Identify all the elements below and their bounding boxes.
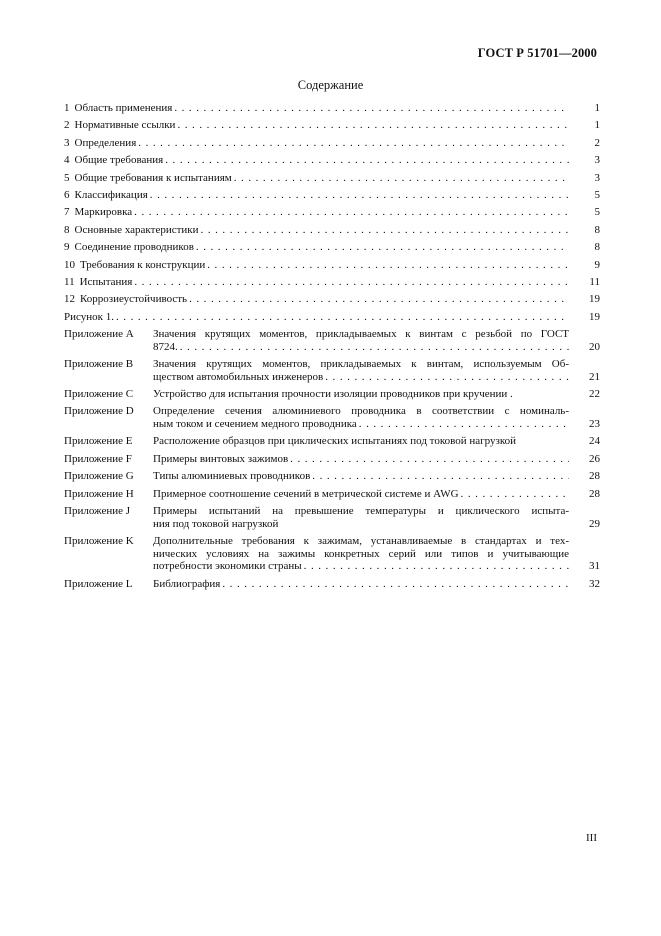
- dot-leader: [312, 470, 569, 483]
- appendix-title-line: нических условиях на зажимы конкретных серий или типов и учитывающие: [153, 547, 569, 560]
- appendix-page: 28: [589, 487, 600, 500]
- toc-entry-number: 6: [64, 188, 70, 201]
- appendix-label: Приложение L: [64, 577, 133, 590]
- dot-leader: [138, 137, 569, 150]
- toc-entry[interactable]: [64, 311, 600, 324]
- appendix-page: 22: [589, 388, 600, 401]
- dot-leader: [359, 418, 569, 431]
- appendix-title-line: потребности экономики страны: [153, 560, 302, 573]
- dot-leader: [116, 311, 569, 324]
- toc-entry-title: Соединение проводников: [74, 241, 194, 254]
- toc-entry[interactable]: [64, 293, 600, 306]
- toc-entry-number: 9: [64, 241, 70, 254]
- toc-appendix-entry[interactable]: [64, 453, 600, 466]
- toc-appendix-entry[interactable]: [64, 578, 600, 591]
- toc-entry[interactable]: [64, 206, 600, 219]
- dot-leader: [174, 102, 569, 115]
- toc-appendix-entry[interactable]: [64, 358, 600, 383]
- toc-entry-page: 19: [589, 293, 600, 306]
- toc-entry[interactable]: [64, 259, 600, 272]
- appendix-label: Приложение E: [64, 435, 133, 448]
- toc-entry-number: 10: [64, 258, 75, 271]
- toc-entry-number: 3: [64, 136, 70, 149]
- toc-entry-page: 8: [594, 223, 600, 236]
- toc-entry[interactable]: [64, 172, 600, 185]
- toc-entry-number: 2: [64, 119, 70, 132]
- toc-appendix-entry[interactable]: [64, 405, 600, 430]
- toc-entry-number: 1: [64, 102, 70, 114]
- toc-entry-title: Испытания: [79, 275, 133, 288]
- toc-entry-page: 19: [589, 310, 600, 323]
- dot-leader: [201, 224, 569, 237]
- toc-entry-title: Общие требования: [74, 154, 164, 167]
- appendix-label: Приложение G: [64, 470, 134, 483]
- toc-entry-title: Рисунок 1.: [64, 310, 114, 323]
- appendix-title-line: 8724.: [153, 340, 178, 353]
- appendix-page: 21: [589, 370, 600, 383]
- appendix-label: Приложение D: [64, 405, 134, 418]
- table-of-contents: [64, 102, 600, 595]
- toc-appendix-entry[interactable]: [64, 488, 600, 501]
- toc-entry-title: Область применения: [74, 102, 173, 114]
- appendix-label: Приложение K: [64, 534, 134, 547]
- appendix-label: Приложение J: [64, 504, 131, 517]
- toc-entry-title: Маркировка: [74, 206, 133, 219]
- appendix-title-line: Значения крутящих моментов, прикладываемых к винтам с резьбой по ГОСТ: [153, 328, 569, 341]
- toc-entry-title: Определения: [74, 136, 137, 149]
- toc-entry[interactable]: [64, 102, 600, 115]
- appendix-label: Приложение B: [64, 358, 134, 371]
- toc-entry-page: 3: [594, 154, 600, 167]
- appendix-title-line: ния под токовой нагрузкой: [153, 517, 279, 530]
- dot-leader: [180, 341, 569, 354]
- dot-leader: [461, 488, 569, 501]
- toc-entry-number: 8: [64, 223, 70, 236]
- appendix-page: 20: [589, 340, 600, 353]
- appendix-title-line: Библиография: [153, 577, 221, 590]
- toc-entry[interactable]: [64, 189, 600, 202]
- toc-entry-number: 12: [64, 293, 75, 306]
- toc-entry[interactable]: [64, 224, 600, 237]
- toc-entry-number: 5: [64, 171, 70, 184]
- appendix-label: Приложение A: [64, 328, 134, 341]
- appendix-title-line: Типы алюминиевых проводников: [153, 470, 311, 483]
- appendix-page: 28: [589, 470, 600, 483]
- dot-leader: [150, 189, 569, 202]
- appendix-title-line: Примеры винтовых зажимов: [153, 452, 289, 465]
- toc-entry-title: Классификация: [74, 188, 148, 201]
- appendix-title-line: Определение сечения алюминиевого проводника в соответствии с номиналь-: [153, 405, 569, 418]
- toc-entry-page: 2: [594, 136, 600, 149]
- appendix-label: Приложение C: [64, 388, 134, 401]
- toc-entry-number: 7: [64, 206, 70, 219]
- toc-entry-page: 5: [594, 206, 600, 219]
- toc-title: Содержание: [297, 78, 364, 92]
- appendix-label: Приложение F: [64, 452, 132, 465]
- toc-entry[interactable]: [64, 137, 600, 150]
- appendix-title-line: Значения крутящих моментов, прикладываемых к винтам, используемым Об-: [153, 358, 569, 371]
- dot-leader: [134, 276, 569, 289]
- toc-entry[interactable]: [64, 119, 600, 132]
- toc-entry-page: 1: [594, 102, 600, 114]
- toc-appendix-entry[interactable]: [64, 470, 600, 483]
- toc-entry-title: Коррозиеустойчивость: [80, 293, 188, 306]
- toc-entry-title: Общие требования к испытаниям: [74, 171, 232, 184]
- toc-entry-title: Требования к конструкции: [80, 258, 206, 271]
- toc-entry-page: 5: [594, 188, 600, 201]
- dot-leader: [207, 259, 569, 272]
- dot-leader: [290, 453, 569, 466]
- toc-entry[interactable]: [64, 276, 600, 289]
- dot-leader: [165, 154, 569, 167]
- standard-header: ГОСТ Р 51701—2000: [477, 46, 597, 60]
- toc-entry-page: 8: [594, 241, 600, 254]
- dot-leader: [304, 560, 569, 573]
- appendix-title-line: Дополнительные требования к зажимам, устанавливаемые в стандартах и тех-: [153, 534, 569, 547]
- toc-entry-number: 4: [64, 154, 70, 167]
- toc-entry-page: 11: [589, 275, 600, 288]
- appendix-page: 29: [589, 517, 600, 530]
- toc-appendix-entry[interactable]: [64, 435, 600, 448]
- appendix-label: Приложение H: [64, 487, 134, 500]
- appendix-page: 32: [589, 577, 600, 590]
- toc-entry[interactable]: [64, 154, 600, 167]
- dot-leader: [234, 172, 569, 185]
- toc-appendix-entry[interactable]: [64, 535, 600, 573]
- appendix-page: 23: [589, 418, 600, 431]
- toc-entry-page: 1: [594, 119, 600, 132]
- toc-entry-number: 11: [64, 275, 75, 288]
- toc-entry-page: 3: [594, 171, 600, 184]
- toc-entry-page: 9: [594, 258, 600, 271]
- dot-leader: [325, 371, 569, 384]
- appendix-page: 31: [589, 560, 600, 573]
- toc-appendix-entry[interactable]: [64, 388, 600, 401]
- dot-leader: [196, 241, 569, 254]
- toc-entry[interactable]: [64, 241, 600, 254]
- appendix-title-line: Примеры испытаний на превышение температуры и циклического испыта-: [153, 504, 569, 517]
- dot-leader: [189, 293, 569, 306]
- dot-leader: [134, 206, 569, 219]
- toc-appendix-entry[interactable]: [64, 328, 600, 353]
- appendix-title-line: ным током и сечением медного проводника: [153, 418, 357, 431]
- appendix-page: 24: [589, 435, 600, 448]
- appendix-title-line: Устройство для испытания прочности изоляции проводников при кручении .: [153, 388, 513, 401]
- page-number: III: [586, 832, 597, 844]
- appendix-title-line: Примерное соотношение сечений в метрической системе и AWG: [153, 487, 459, 500]
- appendix-title-line: ществом автомобильных инженеров: [153, 370, 324, 383]
- appendix-title-line: Расположение образцов при циклических испытаниях под токовой нагрузкой: [153, 435, 517, 448]
- toc-entry-title: Основные характеристики: [74, 223, 199, 236]
- dot-leader: [222, 578, 569, 591]
- appendix-page: 26: [589, 452, 600, 465]
- toc-entry-title: Нормативные ссылки: [74, 119, 176, 132]
- toc-appendix-entry[interactable]: [64, 505, 600, 530]
- dot-leader: [177, 119, 569, 132]
